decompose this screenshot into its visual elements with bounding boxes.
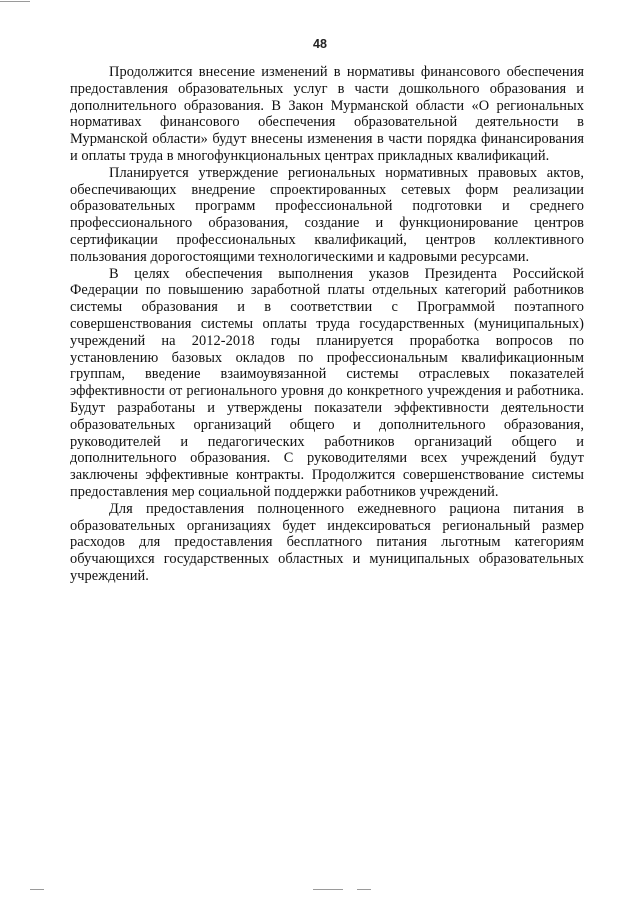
paragraph-salary-policy: В целях обеспечения выполнения указов Президента Российской Федерации по повышению заработной платы отдельных категорий работников системы образования и в соответствии с Программой поэтапного совершенствования системы оплаты труда государственных (муниципальных) учреждений на 2012-2018 годы планируется проработка вопросов по установлению базовых окладов по профессиональным квалификационным группам, введение взаимоувязанной системы отраслевых показателей эффективности от регионального уровня до конкретного учреждения и работника. Будут разработаны и утверждены показатели эффективности деятельности образовательных организаций общего и дополнительного образования, руководителей и педагогических работников организаций общего и дополнительного образования. С руководителями всех учреждений будут заключены эффективные контракты. Продолжится совершенствование системы предоставления мер социальной поддержки работников учреждений. [70,265,584,500]
page-number: 48 [313,37,327,51]
scan-edge-mark-bottom-center [313,889,343,890]
paragraph-finance-standards: Продолжится внесение изменений в нормативы финансового обеспечения предоставления образовательных услуг в части дошкольного образования и дополнительного образования. В Закон Мурманской области «О региональных нормативах финансового обеспечения образовательной деятельности в Мурманской области» будут внесены изменения в части порядка финансирования и оплаты труда в многофункциональных центрах прикладных квалификаций. [70,64,584,164]
paragraph-meals: Для предоставления полноценного ежедневного рациона питания в образовательных организациях будет индексироваться региональный размер расходов для предоставления бесплатного питания льготным категориям обучающихся государственных областных и муниципальных образовательных учреждений. [70,500,584,584]
paragraph-network-programs: Планируется утверждение региональных нормативных правовых актов, обеспечивающих внедрение спроектированных сетевых форм реализации образовательных программ профессиональной подготовки и среднего профессионального образования, создание и функционирование центров сертификации профессиональных квалификаций, центров коллективного пользования дорогостоящими технологическими и кадровыми ресурсами. [70,164,584,265]
scan-edge-mark-bottom-center-2 [357,889,371,890]
scan-edge-mark-bottom-left [30,889,44,890]
scan-edge-mark-top [0,1,30,2]
document-body [70,64,584,585]
